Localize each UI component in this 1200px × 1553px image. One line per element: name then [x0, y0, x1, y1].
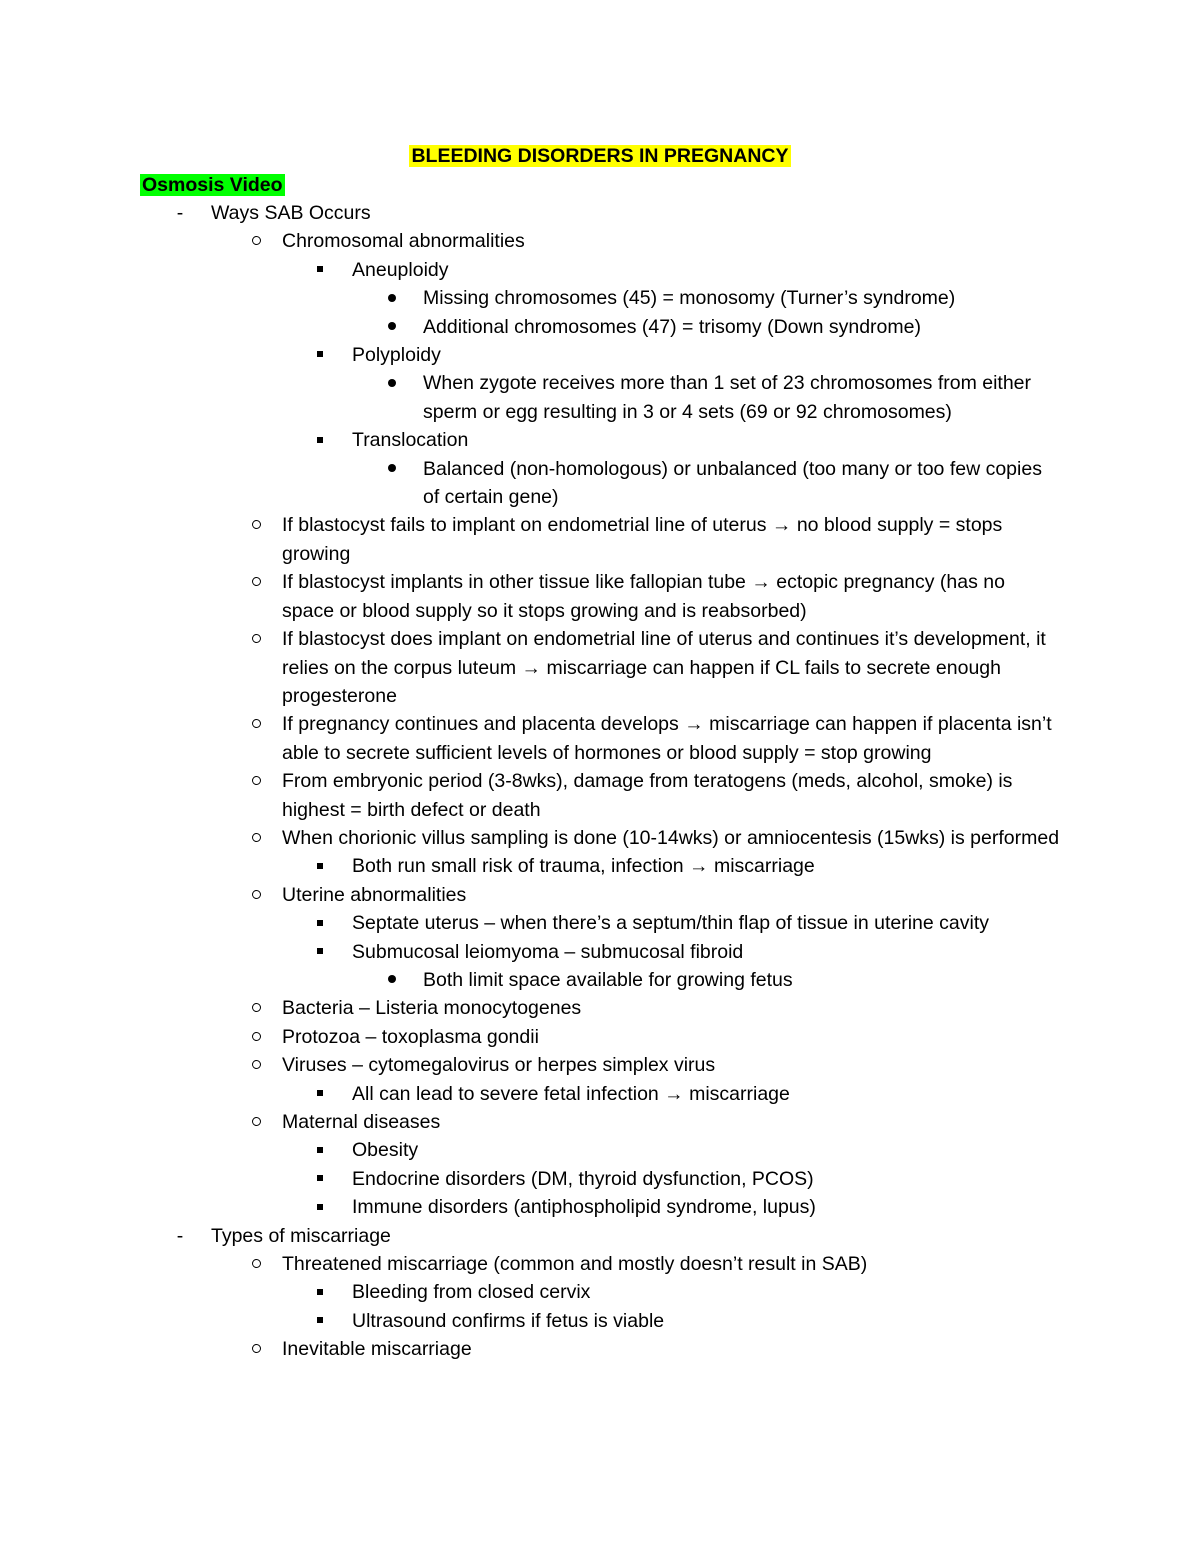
outline-item-level-2 [0, 1250, 1200, 1278]
outline-item-text: Aneuploidy [352, 258, 449, 281]
hollow-circle-bullet-icon [244, 511, 268, 539]
outline-item-text: Maternal diseases [282, 1111, 441, 1133]
square-bullet-icon [308, 341, 332, 369]
document-title-text: BLEEDING DISORDERS IN PREGNANCY [411, 145, 789, 167]
outline-item-text: Both limit space available for growing fetus [423, 968, 793, 991]
hollow-circle-bullet-icon [244, 1108, 268, 1136]
outline-item-text: If blastocyst fails to implant on endometrial line of uterus → no blood supply = stops growing [282, 514, 1003, 565]
outline-item-text: Additional chromosomes (47) = trisomy (Down syndrome) [423, 315, 921, 338]
hollow-circle-bullet-icon [244, 994, 268, 1022]
hollow-circle-bullet-icon [244, 1335, 268, 1363]
hollow-circle-bullet-icon [244, 1051, 268, 1079]
outline-item-text: All can lead to severe fetal infection → miscarriage [352, 1082, 790, 1105]
outline-item-text: Missing chromosomes (45) = monosomy (Turner’s syndrome) [423, 287, 956, 310]
outline-item-text: Bleeding from closed cervix [352, 1281, 591, 1304]
outline-item-level-3 [0, 909, 1200, 937]
square-bullet-icon [308, 909, 332, 937]
outline-item-text: If blastocyst does implant on endometrial line of uterus and continues it’s development, it relies on the corpus luteum → miscarriage can happen if CL fails to secrete enough progesterone [282, 628, 1046, 707]
outline-item-level-2 [0, 227, 1200, 255]
outline-item-level-2 [0, 568, 1200, 625]
hollow-circle-bullet-icon [244, 568, 268, 596]
outline-item-text: Obesity [352, 1139, 419, 1162]
outline-item-level-3 [0, 256, 1200, 284]
outline-item-level-2 [0, 511, 1200, 568]
hollow-circle-bullet-icon [244, 227, 268, 255]
outline-item-level-3 [0, 341, 1200, 369]
outline-item-level-4 [0, 313, 1200, 341]
outline-item-level-3 [0, 938, 1200, 966]
hollow-circle-bullet-icon [244, 881, 268, 909]
outline-item-level-2 [0, 710, 1200, 767]
square-bullet-icon [308, 426, 332, 454]
outline-item-level-4 [0, 369, 1200, 426]
outline-item-level-3 [0, 852, 1200, 880]
square-bullet-icon [308, 938, 332, 966]
outline-item-text: Translocation [352, 429, 469, 452]
outline-item-level-2 [0, 1108, 1200, 1136]
outline-item-text: Balanced (non-homologous) or unbalanced (too many or too few copies of certain gene) [423, 457, 1042, 509]
hollow-circle-bullet-icon [244, 1023, 268, 1051]
outline-item-text: If blastocyst implants in other tissue like fallopian tube → ectopic pregnancy (has no space or blood supply so it stops growing and is reabsorbed) [282, 571, 1005, 622]
outline-list [0, 199, 1200, 1364]
outline-item-level-2 [0, 767, 1200, 824]
outline-item-level-3 [0, 1165, 1200, 1193]
square-bullet-icon [308, 1278, 332, 1306]
square-bullet-icon [308, 256, 332, 284]
outline-item-text: Septate uterus – when there’s a septum/thin flap of tissue in uterine cavity [352, 912, 990, 935]
outline-item-level-2 [0, 1023, 1200, 1051]
outline-item-text: Bacteria – Listeria monocytogenes [282, 997, 582, 1020]
outline-item-text: Both run small risk of trauma, infection → miscarriage [352, 855, 815, 878]
outline-item-level-4 [0, 455, 1200, 512]
outline-item-text: Endocrine disorders (DM, thyroid dysfunction, PCOS) [352, 1167, 814, 1190]
square-bullet-icon [308, 1080, 332, 1108]
hollow-circle-bullet-icon [244, 625, 268, 653]
outline-item-text: Ultrasound confirms if fetus is viable [352, 1309, 665, 1332]
document-title [0, 143, 1200, 169]
hollow-circle-bullet-icon [244, 710, 268, 738]
outline-item-text: Viruses – cytomegalovirus or herpes simplex virus [282, 1054, 716, 1077]
hollow-circle-bullet-icon [244, 824, 268, 852]
outline-item-level-4 [0, 284, 1200, 312]
outline-item-text: Immune disorders (antiphospholipid syndrome, lupus) [352, 1196, 816, 1219]
section-heading [140, 172, 285, 198]
round-bullet-icon [380, 455, 404, 483]
outline-item-text: When zygote receives more than 1 set of 23 chromosomes from either sperm or egg resulting in 3 or 4 sets (69 or 92 chromosomes) [423, 372, 1032, 423]
square-bullet-icon [308, 1193, 332, 1221]
outline-item-text: Ways SAB Occurs [211, 202, 371, 224]
outline-item-level-3 [0, 1080, 1200, 1108]
dash-bullet-icon: - [176, 1224, 184, 1247]
square-bullet-icon [308, 1307, 332, 1335]
section-heading-text: Osmosis Video [142, 174, 283, 196]
outline-item-level-4 [0, 966, 1200, 994]
outline-item-text: Inevitable miscarriage [282, 1338, 472, 1361]
hollow-circle-bullet-icon [244, 1250, 268, 1278]
outline-item-level-2 [0, 881, 1200, 909]
outline-item-text: Threatened miscarriage (common and mostly doesn’t result in SAB) [282, 1253, 868, 1276]
dash-bullet-icon: - [176, 202, 184, 224]
outline-item-level-2 [0, 1335, 1200, 1363]
outline-item-level-1 [0, 1222, 1200, 1250]
outline-item-level-3 [0, 426, 1200, 454]
outline-item-level-3 [0, 1193, 1200, 1221]
outline-item-text: Types of miscarriage [211, 1224, 391, 1247]
outline-item-text: If pregnancy continues and placenta develops → miscarriage can happen if placenta isn’t able to secrete sufficient levels of hormones or blood supply = stop growing [282, 713, 1052, 764]
outline-item-text: Polyploidy [352, 344, 441, 367]
round-bullet-icon [380, 369, 404, 397]
round-bullet-icon [380, 966, 404, 994]
hollow-circle-bullet-icon [244, 767, 268, 795]
square-bullet-icon [308, 1136, 332, 1164]
outline-item-text: When chorionic villus sampling is done (10-14wks) or amniocentesis (15wks) is performed [282, 826, 1060, 849]
outline-item-text: From embryonic period (3-8wks), damage from teratogens (meds, alcohol, smoke) is highest = birth defect or death [282, 770, 1013, 821]
outline-item-level-3 [0, 1307, 1200, 1335]
outline-item-text: Submucosal leiomyoma – submucosal fibroid [352, 940, 744, 963]
round-bullet-icon [380, 284, 404, 312]
outline-item-level-2 [0, 994, 1200, 1022]
outline-item-level-2 [0, 1051, 1200, 1079]
outline-item-level-2 [0, 824, 1200, 852]
outline-item-level-2 [0, 625, 1200, 710]
outline-item-level-3 [0, 1278, 1200, 1306]
square-bullet-icon [308, 852, 332, 880]
outline-item-level-1 [0, 199, 1200, 227]
square-bullet-icon [308, 1165, 332, 1193]
round-bullet-icon [380, 313, 404, 341]
outline-item-text: Protozoa – toxoplasma gondii [282, 1025, 539, 1048]
outline-item-level-3 [0, 1136, 1200, 1164]
outline-item-text: Uterine abnormalities [282, 883, 467, 906]
outline-item-text: Chromosomal abnormalities [282, 230, 525, 253]
